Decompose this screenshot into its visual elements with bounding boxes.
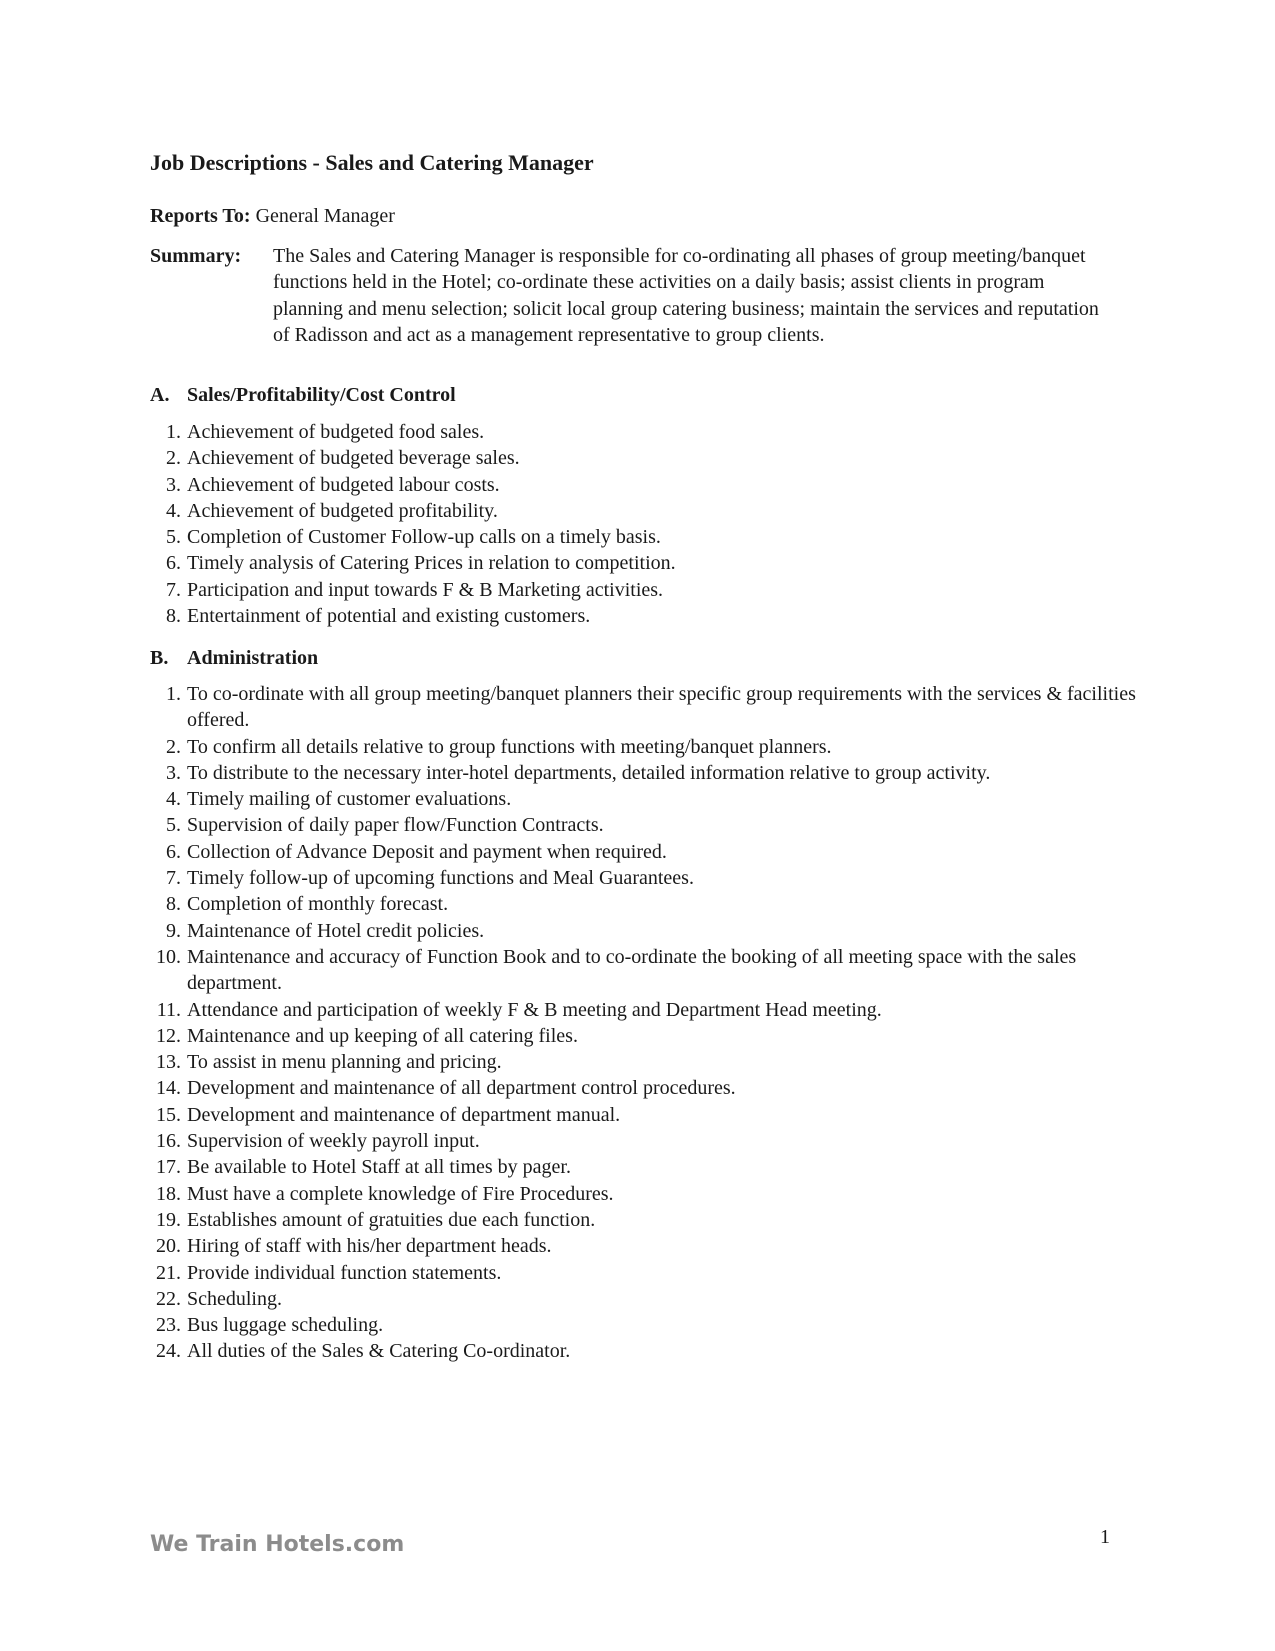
section-a-heading [150,382,456,408]
item-text: Entertainment of potential and existing customers. [187,605,591,628]
item-text: Collection of Advance Deposit and payment when required. [187,840,667,863]
item-number: 8. [166,893,181,916]
item-text: To co-ordinate with all group meeting/banquet planners their specific group requirements with the services & facilities offered. [187,683,1136,732]
item-number: 23. [156,1314,181,1337]
item-number: 12. [156,1024,181,1047]
item-text: Achievement of budgeted beverage sales. [187,447,520,470]
item-text: Development and maintenance of department manual. [187,1103,621,1126]
page-title: Job Descriptions - Sales and Catering Manager [150,150,594,175]
item-number: 2. [166,735,181,758]
section-b-list [150,681,1140,1365]
item-text: Must have a complete knowledge of Fire Procedures. [187,1182,614,1205]
item-text: To distribute to the necessary inter-hotel departments, detailed information relative to group activity. [187,761,991,784]
item-text: Timely follow-up of upcoming functions and Meal Guarantees. [187,867,694,890]
section-letter: B. [150,647,169,669]
item-text: Bus luggage scheduling. [187,1314,384,1337]
section-letter: A. [150,384,170,406]
item-number: 16. [156,1130,181,1153]
section-title: Administration [187,647,319,669]
item-text: Maintenance and up keeping of all catering files. [187,1024,578,1047]
list-item [150,1049,1140,1075]
item-number: 9. [166,919,181,942]
item-text: Supervision of weekly payroll input. [187,1130,480,1153]
item-number: 11. [156,998,181,1021]
item-text: To assist in menu planning and pricing. [187,1051,502,1074]
item-number: 6. [166,552,181,575]
list-item [150,1102,1140,1128]
item-number: 20. [156,1235,181,1258]
list-item [150,1233,1140,1259]
item-text: Establishes amount of gratuities due each function. [187,1208,596,1231]
item-number: 18. [156,1182,181,1205]
item-number: 6. [166,840,181,863]
list-item [150,812,1140,838]
summary-label: Summary: [150,245,242,267]
list-item [150,1260,1140,1286]
item-text: Achievement of budgeted profitability. [187,499,498,522]
list-item [150,550,1140,576]
list-item [150,839,1140,865]
item-number: 2. [166,447,181,470]
list-item [150,786,1140,812]
list-item [150,1023,1140,1049]
item-text: Hiring of staff with his/her department heads. [187,1235,552,1258]
item-number: 21. [156,1261,181,1284]
item-text: Attendance and participation of weekly F & B meeting and Department Head meeting. [187,998,882,1021]
section-title: Sales/Profitability/Cost Control [187,384,456,406]
section-a-list [150,419,1140,629]
list-item [150,445,1140,471]
item-text: Timely mailing of customer evaluations. [187,788,512,811]
item-text: Completion of monthly forecast. [187,893,449,916]
item-number: 7. [166,578,181,601]
page-number: 1 [1100,1526,1110,1548]
list-item [150,1128,1140,1154]
item-number: 10. [156,945,181,968]
section-b-heading [150,645,318,671]
list-item [150,419,1140,445]
item-text: Participation and input towards F & B Marketing activities. [187,578,664,601]
summary-text: The Sales and Catering Manager is responsible for co-ordinating all phases of group meeting/banquet functions held in the Hotel; co-ordinate these activities on a daily basis; assist clients in program planning and menu selection; solicit local group catering business; maintain the services and reputation of Radisson and act as a management representative to group clients. [273,245,1099,347]
item-number: 13. [156,1051,181,1074]
list-item [150,603,1140,629]
item-number: 3. [166,473,181,496]
item-number: 1. [166,683,181,705]
item-number: 1. [166,421,181,443]
item-text: Maintenance of Hotel credit policies. [187,919,485,942]
item-text: Provide individual function statements. [187,1261,502,1284]
item-text: Supervision of daily paper flow/Function Contracts. [187,814,604,837]
item-text: Achievement of budgeted labour costs. [187,473,500,496]
item-number: 7. [166,867,181,890]
item-number: 8. [166,605,181,628]
reports-to-label: Reports To: [150,205,251,227]
item-text: All duties of the Sales & Catering Co-ordinator. [187,1340,571,1363]
list-item [150,1286,1140,1312]
list-item [150,1154,1140,1180]
list-item [150,577,1140,603]
item-number: 19. [156,1208,181,1231]
item-number: 15. [156,1103,181,1126]
item-number: 5. [166,526,181,549]
list-item [150,498,1140,524]
footer-brand: We Train Hotels.com [150,1532,405,1557]
list-item [150,472,1140,498]
list-item [150,1312,1140,1338]
item-number: 4. [166,499,181,522]
list-item [150,1075,1140,1101]
item-text: Timely analysis of Catering Prices in relation to competition. [187,552,676,575]
list-item [150,524,1140,550]
item-text: Scheduling. [187,1287,282,1310]
list-item [150,997,1140,1023]
list-item [150,944,1140,997]
list-item [150,1207,1140,1233]
item-text: Be available to Hotel Staff at all times by pager. [187,1156,571,1179]
list-item [150,891,1140,917]
list-item [150,1338,1140,1364]
item-text: Development and maintenance of all department control procedures. [187,1077,736,1100]
reports-to-line [150,203,395,229]
item-number: 14. [156,1077,181,1100]
item-number: 3. [166,761,181,784]
item-number: 5. [166,814,181,837]
list-item [150,1181,1140,1207]
item-text: To confirm all details relative to group functions with meeting/banquet planners. [187,735,832,758]
list-item [150,681,1140,734]
item-number: 17. [156,1156,181,1179]
item-text: Achievement of budgeted food sales. [187,421,485,443]
item-text: Completion of Customer Follow-up calls on a timely basis. [187,526,661,549]
item-number: 24. [156,1340,181,1363]
reports-to-value: General Manager [255,205,395,227]
item-text: Maintenance and accuracy of Function Book and to co-ordinate the booking of all meeting space with the sales department. [187,945,1077,995]
item-number: 22. [156,1287,181,1310]
list-item [150,760,1140,786]
list-item [150,734,1140,760]
list-item [150,918,1140,944]
list-item [150,865,1140,891]
item-number: 4. [166,788,181,811]
